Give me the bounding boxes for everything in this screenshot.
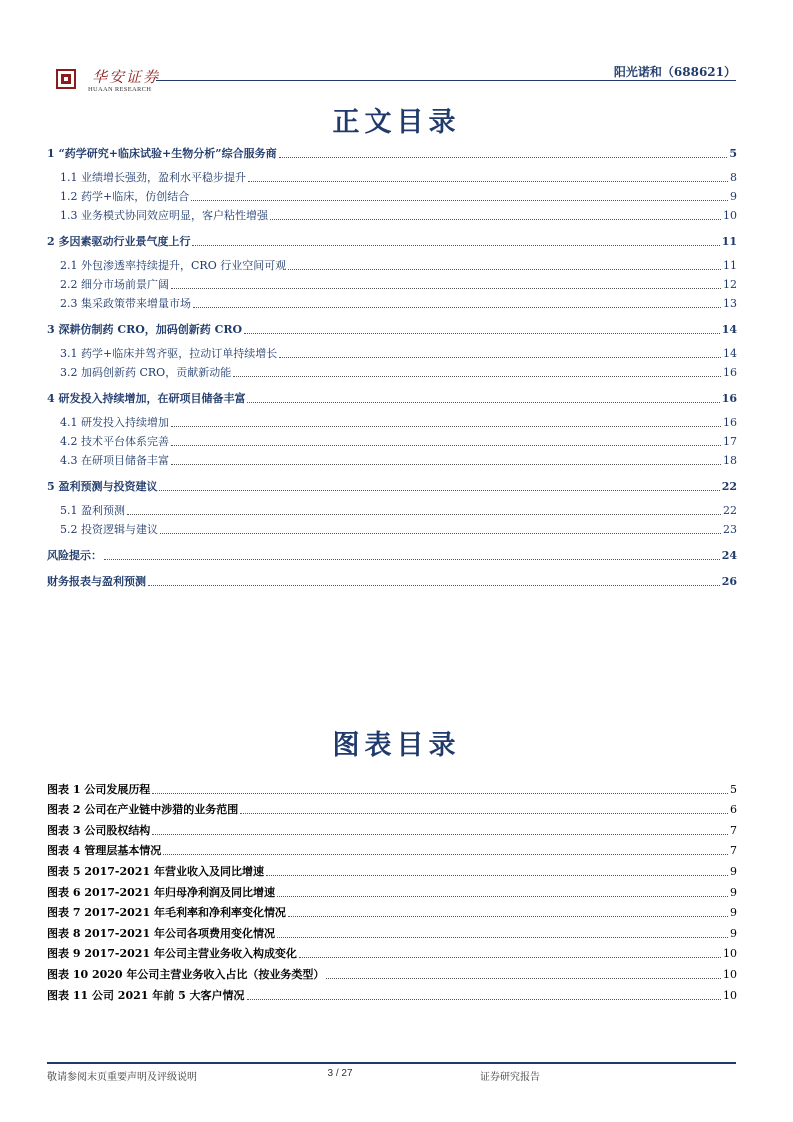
toc-entry-label: 1.2 药学+临床，仿创结合	[60, 190, 190, 203]
toc-chapter-entry[interactable]	[47, 230, 737, 249]
chart-toc-entry[interactable]	[47, 961, 737, 982]
toc-entry-page: 10	[723, 209, 737, 222]
toc-entry-page: 26	[721, 575, 737, 588]
chart-entry-page: 9	[730, 926, 737, 940]
chart-entry-page: 9	[730, 906, 737, 920]
chart-leader-dots	[163, 854, 728, 855]
toc-section-entry[interactable]	[47, 166, 737, 185]
chart-leader-dots	[299, 957, 721, 958]
chart-toc-entry[interactable]	[47, 900, 737, 921]
chart-entry-label: 图表 5 2017-2021 年营业收入及同比增速	[47, 864, 264, 878]
toc-leader-dots	[171, 288, 721, 289]
toc-leader-dots	[171, 445, 721, 446]
chart-toc-entry[interactable]	[47, 879, 737, 900]
chart-toc-entry[interactable]	[47, 817, 737, 838]
toc-entry-label: 1.1 业绩增长强劲，盈利水平稳步提升	[60, 171, 246, 184]
toc-leader-dots	[127, 514, 721, 515]
chart-entry-label: 图表 6 2017-2021 年归母净利润及同比增速	[47, 885, 275, 899]
chart-entry-page: 7	[730, 844, 737, 858]
toc-list	[47, 142, 737, 589]
toc-entry-label: 3 深耕仿制药 CRO，加码创新药 CRO	[47, 323, 243, 336]
toc-entry-label: 5 盈利预测与投资建议	[47, 480, 158, 493]
toc-section-entry[interactable]	[47, 254, 737, 273]
toc-entry-label: 2.1 外包渗透率持续提升，CRO 行业空间可观	[60, 259, 287, 272]
toc-entry-label: 财务报表与盈利预测	[47, 575, 146, 588]
logo-chinese-name: 华安证券	[92, 68, 161, 86]
chart-leader-dots	[266, 875, 728, 876]
page-header	[0, 0, 793, 100]
chart-leader-dots	[247, 999, 721, 1000]
toc-entry-page: 22	[723, 504, 737, 517]
toc-leader-dots	[148, 585, 720, 586]
chart-entry-page: 9	[730, 864, 737, 878]
huaan-logo-icon	[56, 69, 76, 89]
chart-toc-entry[interactable]	[47, 920, 737, 941]
toc-entry-page: 24	[721, 549, 737, 562]
chart-entry-label: 图表 1 公司发展历程	[47, 782, 151, 796]
toc-section-entry[interactable]	[47, 430, 737, 449]
chart-entry-page: 7	[730, 823, 737, 837]
toc-chapter-entry[interactable]	[47, 544, 737, 563]
toc-entry-label: 3.1 药学+临床并驾齐驱，拉动订单持续增长	[60, 347, 278, 360]
toc-leader-dots	[279, 357, 721, 358]
footer-disclaimer: 敬请参阅末页重要声明及评级说明	[47, 1072, 197, 1083]
toc-leader-dots	[244, 333, 720, 334]
chart-leader-dots	[152, 793, 728, 794]
toc-leader-dots	[171, 426, 721, 427]
toc-section-entry[interactable]	[47, 518, 737, 537]
chart-entry-label: 图表 11 公司 2021 年前 5 大客户情况	[47, 988, 245, 1002]
chart-entry-label: 图表 7 2017-2021 年毛利率和净利率变化情况	[47, 906, 286, 920]
chart-entry-label: 图表 8 2017-2021 年公司各项费用变化情况	[47, 926, 275, 940]
report-company-title: 阳光诺和（688621）	[613, 65, 736, 79]
toc-entry-page: 8	[730, 171, 737, 184]
chart-toc-entry[interactable]	[47, 941, 737, 962]
chart-toc-entry[interactable]	[47, 858, 737, 879]
toc-leader-dots	[159, 490, 719, 491]
toc-chapter-entry[interactable]	[47, 570, 737, 589]
toc-entry-page: 22	[721, 480, 737, 493]
chart-entry-page: 6	[730, 803, 737, 817]
toc-entry-page: 12	[723, 278, 737, 291]
chart-entry-label: 图表 4 管理层基本情况	[47, 844, 162, 858]
chart-leader-dots	[326, 978, 721, 979]
chart-entry-page: 10	[723, 947, 737, 961]
footer-divider	[47, 1062, 736, 1064]
toc-entry-page: 16	[723, 416, 737, 429]
toc-chapter-entry[interactable]	[47, 387, 737, 406]
toc-entry-page: 9	[730, 190, 737, 203]
toc-leader-dots	[233, 376, 721, 377]
toc-leader-dots	[248, 181, 728, 182]
toc-entry-page: 23	[723, 523, 737, 536]
toc-entry-label: 4.3 在研项目储备丰富	[60, 454, 169, 467]
toc-entry-page: 5	[729, 147, 737, 160]
chart-leader-dots	[288, 916, 728, 917]
chart-leader-dots	[277, 937, 728, 938]
toc-entry-label: 2.3 集采政策带来增量市场	[60, 297, 191, 310]
toc-leader-dots	[279, 157, 728, 158]
toc-entry-label: 5.1 盈利预测	[60, 504, 125, 517]
chart-entry-label: 图表 10 2020 年公司主营业务收入占比（按业务类型）	[47, 967, 325, 981]
toc-entry-page: 17	[723, 435, 737, 448]
footer-report-type: 证券研究报告	[480, 1072, 540, 1083]
toc-entry-page: 18	[723, 454, 737, 467]
toc-entry-label: 3.2 加码创新药 CRO，贡献新动能	[60, 366, 232, 379]
toc-chapter-entry[interactable]	[47, 142, 737, 161]
chart-entry-page: 10	[723, 988, 737, 1002]
page-number: 3 / 27	[327, 1068, 353, 1079]
toc-section-entry[interactable]	[47, 499, 737, 518]
toc-section-entry[interactable]	[47, 185, 737, 204]
chart-leader-dots	[277, 896, 728, 897]
chart-entry-label: 图表 2 公司在产业链中涉猎的业务范围	[47, 803, 239, 817]
toc-entry-page: 13	[723, 297, 737, 310]
toc-section-entry[interactable]	[47, 449, 737, 468]
toc-entry-label: 风险提示：	[47, 549, 102, 562]
charts-toc-list	[47, 776, 737, 1003]
toc-title: 正文目录	[332, 107, 461, 138]
toc-section-entry[interactable]	[47, 273, 737, 292]
toc-entry-label: 1.3 业务模式协同效应明显，客户粘性增强	[60, 209, 268, 222]
toc-leader-dots	[247, 402, 719, 403]
toc-leader-dots	[270, 219, 721, 220]
toc-section-entry[interactable]	[47, 361, 737, 380]
chart-entry-page: 9	[730, 885, 737, 899]
chart-toc-entry[interactable]	[47, 838, 737, 859]
chart-toc-entry[interactable]	[47, 982, 737, 1003]
charts-toc-title: 图表目录	[332, 730, 461, 761]
chart-entry-page: 5	[730, 782, 737, 796]
toc-chapter-entry[interactable]	[47, 318, 737, 337]
chart-leader-dots	[152, 834, 728, 835]
toc-entry-label: 4 研发投入持续增加，在研项目储备丰富	[47, 392, 246, 405]
toc-leader-dots	[192, 245, 719, 246]
toc-section-entry[interactable]	[47, 204, 737, 223]
toc-section-entry[interactable]	[47, 411, 737, 430]
toc-entry-label: 1 “药学研究+临床试验+生物分析”综合服务商	[47, 147, 277, 160]
toc-leader-dots	[288, 269, 721, 270]
header-divider	[156, 80, 736, 81]
toc-leader-dots	[193, 307, 721, 308]
toc-entry-page: 16	[723, 366, 737, 379]
toc-section-entry[interactable]	[47, 342, 737, 361]
toc-chapter-entry[interactable]	[47, 475, 737, 494]
toc-entry-page: 16	[721, 392, 737, 405]
toc-entry-page: 14	[721, 323, 737, 336]
toc-leader-dots	[104, 559, 720, 560]
chart-entry-label: 图表 9 2017-2021 年公司主营业务收入构成变化	[47, 947, 297, 961]
toc-leader-dots	[171, 464, 721, 465]
toc-entry-page: 11	[721, 235, 737, 248]
chart-entry-label: 图表 3 公司股权结构	[47, 823, 151, 837]
logo-english-name: HUAAN RESEARCH	[88, 86, 152, 93]
chart-entry-page: 10	[723, 967, 737, 981]
chart-leader-dots	[240, 813, 728, 814]
toc-entry-label: 5.2 投资逻辑与建议	[60, 523, 158, 536]
toc-entry-label: 2.2 细分市场前景广阔	[60, 278, 169, 291]
chart-toc-entry[interactable]	[47, 797, 737, 818]
toc-section-entry[interactable]	[47, 292, 737, 311]
toc-leader-dots	[191, 200, 728, 201]
toc-entry-page: 11	[723, 259, 737, 272]
toc-entry-label: 4.2 技术平台体系完善	[60, 435, 169, 448]
toc-leader-dots	[160, 533, 721, 534]
chart-toc-entry[interactable]	[47, 776, 737, 797]
toc-entry-label: 4.1 研发投入持续增加	[60, 416, 169, 429]
toc-entry-label: 2 多因素驱动行业景气度上行	[47, 235, 191, 248]
toc-entry-page: 14	[723, 347, 737, 360]
